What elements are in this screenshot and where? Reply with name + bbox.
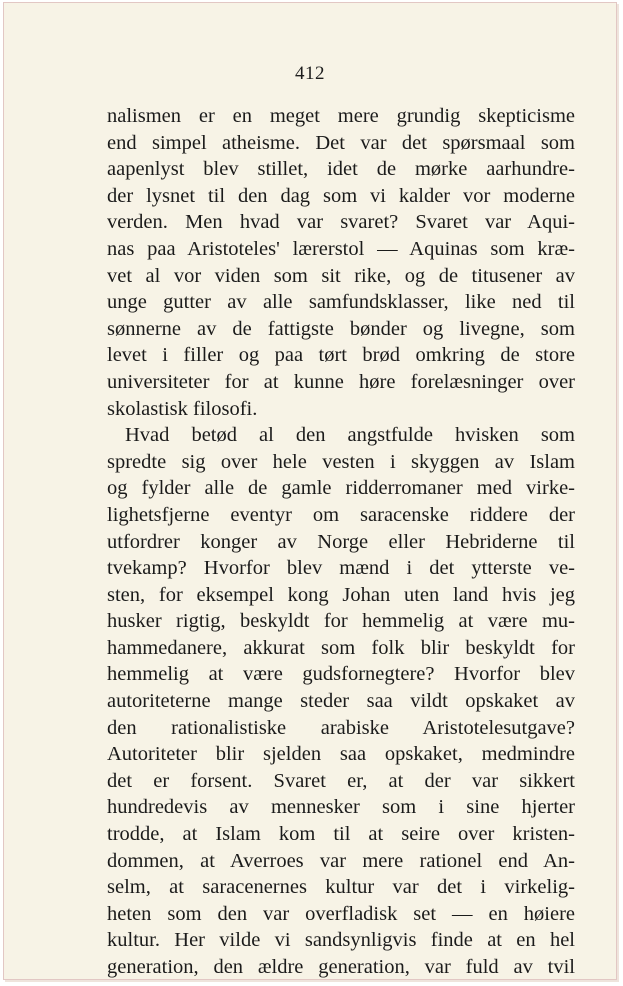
text-line: skolastisk filosofi. xyxy=(107,397,258,420)
text-line: vet al vor viden som sit rike, og de titusener av xyxy=(107,264,575,287)
text-line: verden. Men hvad var svaret? Svaret var Aqui- xyxy=(107,211,575,234)
text-line: levet i filler og paa tørt brød omkring de store xyxy=(107,344,575,367)
text-line: kultur. Her vilde vi sandsynligvis finde at en hel xyxy=(107,929,575,952)
body-text xyxy=(107,103,575,981)
text-line: sten, for eksempel kong Johan uten land hvis jeg xyxy=(107,583,575,606)
text-line: Autoriteter blir sjelden saa opskaket, medmindre xyxy=(107,743,575,766)
text-line: og fylder alle de gamle ridderromaner med virke- xyxy=(107,477,575,500)
text-line: heten som den var overfladisk set — en høiere xyxy=(107,902,575,925)
text-line: hemmelig at være gudsfornegtere? Hvorfor blev xyxy=(107,663,575,686)
text-line: lighetsfjerne eventyr om saracenske riddere der xyxy=(107,503,575,526)
text-line: universiteter for at kunne høre forelæsninger over xyxy=(107,370,575,393)
text-line: utfordrer konger av Norge eller Hebriderne til xyxy=(107,530,575,553)
text-line: den rationalistiske arabiske Aristotelesutgave? xyxy=(107,716,575,739)
text-line: Hvad betød al den angstfulde hvisken som xyxy=(125,424,575,447)
text-line: spredte sig over hele vesten i skyggen av Islam xyxy=(107,450,575,473)
text-line: autoriteterne mange steder saa vildt opskaket av xyxy=(107,690,575,713)
book-page xyxy=(3,2,617,980)
text-line: der lysnet til den dag som vi kalder vor moderne xyxy=(107,184,575,207)
text-line: trodde, at Islam kom til at seire over kristen- xyxy=(107,823,575,846)
text-line: end simpel atheisme. Det var det spørsmaal som xyxy=(107,131,575,154)
text-line: aapenlyst blev stillet, idet de mørke aarhundre- xyxy=(107,158,575,181)
text-line: nalismen er en meget mere grundig skepticisme xyxy=(107,105,575,127)
text-line: sønnerne av de fattigste bønder og livegne, som xyxy=(107,317,575,340)
text-line: selm, at saracenernes kultur var det i virkelig- xyxy=(107,876,575,899)
text-line: husker rigtig, beskyldt for hemmelig at være mu- xyxy=(107,610,575,633)
text-line: hammedanere, akkurat som folk blir beskyldt for xyxy=(107,636,575,659)
text-line: nas paa Aristoteles' lærerstol — Aquinas som kræ- xyxy=(107,237,575,260)
text-line: dommen, at Averroes var mere rationel end An- xyxy=(107,849,575,872)
text-line: hundredevis av mennesker som i sine hjerter xyxy=(107,796,575,819)
text-line: unge gutter av alle samfundsklasser, like ned til xyxy=(107,291,575,314)
text-line: generation, den ældre generation, var fuld av tvil xyxy=(107,956,575,978)
text-line: det er forsent. Svaret er, at der var sikkert xyxy=(107,769,575,792)
text-line: tvekamp? Hvorfor blev mænd i det ytterste ve- xyxy=(107,557,575,580)
page-number: 412 xyxy=(295,63,325,84)
